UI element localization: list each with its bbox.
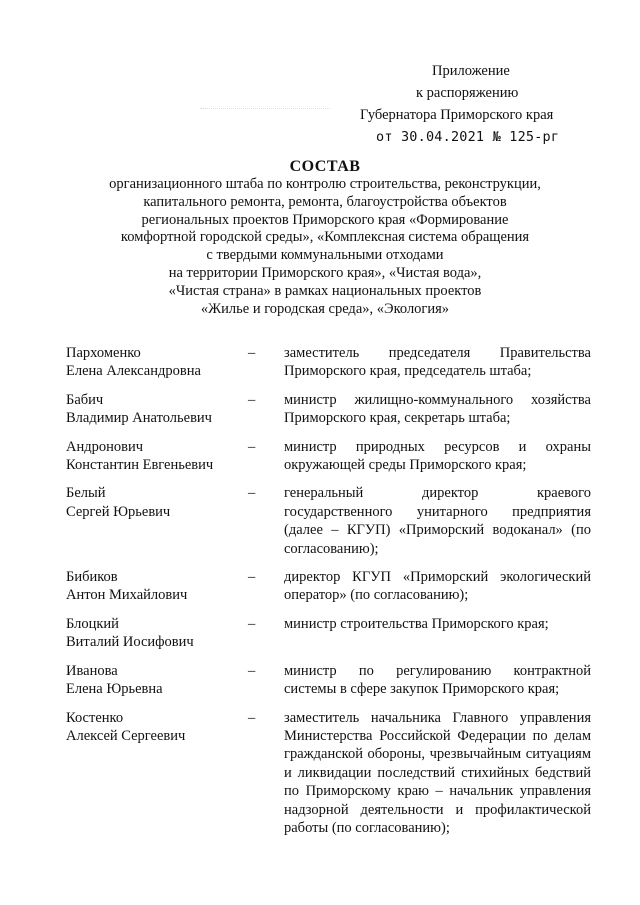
subtitle-line: «Чистая страна» в рамках национальных проектов [168, 282, 482, 299]
member-surname: Белый [66, 485, 106, 502]
subtitle-line: капитального ремонта, ремонта, благоустройства объектов [143, 193, 507, 210]
member-dash: – [248, 345, 256, 361]
members-list [66, 344, 591, 837]
member-name [66, 568, 248, 605]
member-surname: Бабич [66, 391, 104, 408]
member-surname: Бибиков [66, 569, 118, 586]
member-row [66, 391, 591, 428]
appendix-header [360, 60, 600, 148]
appendix-date-number: от 30.04.2021 № 125-рг [376, 129, 560, 145]
subtitle-line: на территории Приморского края», «Чистая вода», [168, 264, 482, 281]
member-given-names: Константин Евгеньевич [66, 457, 214, 474]
appendix-label: Приложение [432, 63, 510, 79]
member-given-names: Виталий Иосифович [66, 634, 194, 651]
member-surname: Иванова [66, 662, 118, 679]
member-given-names: Елена Александровна [66, 363, 201, 380]
member-given-names: Сергей Юрьевич [66, 503, 171, 520]
member-surname: Блоцкий [66, 615, 119, 632]
member-role: генеральный директор краевого государственного унитарного предприятия (далее – КГУП) «Приморский водоканал» (по согласованию); [284, 485, 591, 557]
subtitle-line: комфортной городской среды», «Комплексная система обращения [120, 229, 530, 246]
member-role: министр жилищно-коммунального хозяйства Приморского края, секретарь штаба; [284, 391, 591, 427]
member-row [66, 662, 591, 699]
member-dash: – [248, 485, 256, 502]
member-given-names: Владимир Анатольевич [66, 410, 212, 427]
member-role: заместитель председателя Правительства Приморского края, председатель штаба; [284, 345, 591, 380]
member-name [66, 484, 248, 558]
member-surname: Костенко [66, 709, 124, 726]
subtitle-line: региональных проектов Приморского края «Формирование [141, 211, 509, 228]
member-role: министр по регулированию контрактной системы в сфере закупок Приморского края; [284, 662, 591, 698]
subtitle-line: организационного штаба по контролю строительства, реконструкции, [109, 176, 541, 192]
document-title: СОСТАВ [289, 158, 361, 175]
member-row [66, 709, 591, 838]
appendix-to-order: к распоряжению [416, 85, 519, 101]
member-row [66, 568, 591, 605]
member-dash: – [248, 662, 256, 679]
member-given-names: Антон Михайлович [66, 587, 188, 604]
member-dash: – [248, 391, 256, 408]
subtitle-line: «Жилье и городская среда», «Экология» [200, 300, 450, 317]
document-subtitle [60, 176, 590, 318]
member-row [66, 344, 591, 381]
member-role: министр природных ресурсов и охраны окружающей среды Приморского края; [284, 438, 591, 474]
member-name [66, 344, 248, 381]
subtitle-line: с твердыми коммунальными отходами [206, 247, 444, 264]
appendix-governor: Губернатора Приморского края [360, 107, 554, 123]
member-row [66, 438, 591, 475]
member-surname: Пархоменко [66, 345, 141, 361]
member-row [66, 484, 591, 558]
member-dash: – [248, 569, 256, 586]
member-role: заместитель начальника Главного управления Министерства Российской Федерации по делам гражданской обороны, чрезвычайным ситуациям и ликвидации последствий стихийных бедствий по Приморскому краю – начальник управления надзорной деятельности и профилактической работы (по согласованию); [284, 709, 591, 836]
member-dash: – [248, 709, 256, 726]
member-name [66, 391, 248, 428]
member-name [66, 662, 248, 699]
member-surname: Андронович [66, 438, 144, 455]
member-name [66, 615, 248, 652]
member-name [66, 438, 248, 475]
faint-stamp-marks [200, 108, 330, 111]
member-role: министр строительства Приморского края; [284, 615, 549, 632]
member-name [66, 709, 248, 838]
member-given-names: Елена Юрьевна [66, 681, 163, 698]
member-dash: – [248, 438, 256, 455]
member-role: директор КГУП «Приморский экологический оператор» (по согласованию); [284, 569, 591, 604]
member-dash: – [248, 615, 256, 632]
member-row [66, 615, 591, 652]
member-given-names: Алексей Сергеевич [66, 727, 186, 744]
